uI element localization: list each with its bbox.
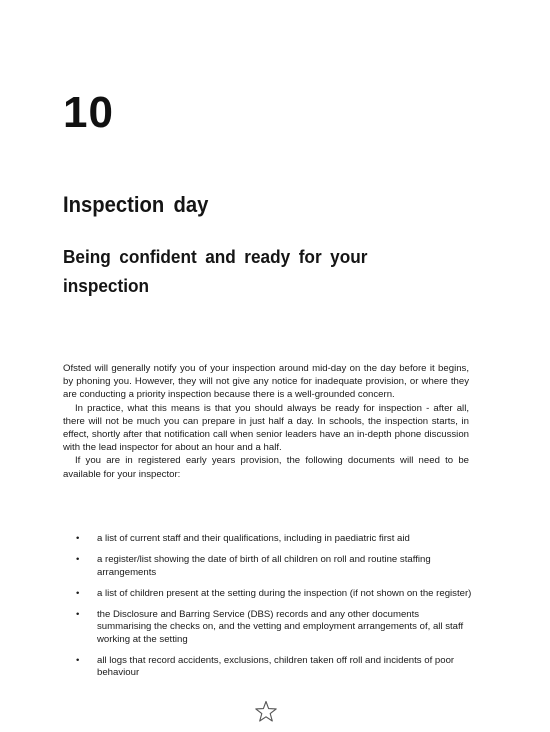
bullet-dot: • [76,533,80,544]
document-list [63,533,473,688]
paragraph: In practice, what this means is that you should always be ready for inspection - after all, there will not be much you can prepare in just half a day. In schools, the inspection starts, in effect, shortly after that notification call when senior leaders have an in-depth phone discussion with the lead inspector for about an hour and a half. [63,402,469,454]
paragraph: Ofsted will generally notify you of your inspection around mid-day on the day before it begins, by phoning you. However, they will not give any notice for inadequate provision, or where they are conducting a priority inspection because there is a well-grounded concern. [63,363,469,401]
bullet-dot: • [76,553,80,565]
list-item [63,655,473,680]
chapter-title: Inspection day [63,192,209,217]
chapter-subtitle: Being confident and ready for your inspection [63,246,368,296]
bullet-dot: • [76,654,80,666]
list-item [63,588,473,601]
body-text [63,362,469,481]
bullet-dot: • [76,608,80,620]
list-item-text: the Disclosure and Barring Service (DBS) records and any other documents summarising the checks on, and the vetting and employment arrangements of, all staff working at the setting [97,608,464,645]
bullet-dot: • [76,587,80,599]
list-item [63,554,473,579]
chapter-number: 10 [63,88,114,137]
star-outline-icon [254,700,278,724]
list-item-text: a register/list showing the date of birth of all children on roll and routine staffing arrangements [97,553,431,578]
paragraph: If you are in registered early years provision, the following documents will need to be available for your inspector: [63,455,469,480]
list-item-text: a list of children present at the setting during the inspection (if not shown on the register) [97,587,472,599]
list-item-text: a list of current staff and their qualifications, including in paediatric first aid [97,533,410,544]
list-item [63,533,473,546]
list-item-text: all logs that record accidents, exclusions, children taken off roll and incidents of poor behaviour [97,654,455,679]
list-item [63,609,473,647]
